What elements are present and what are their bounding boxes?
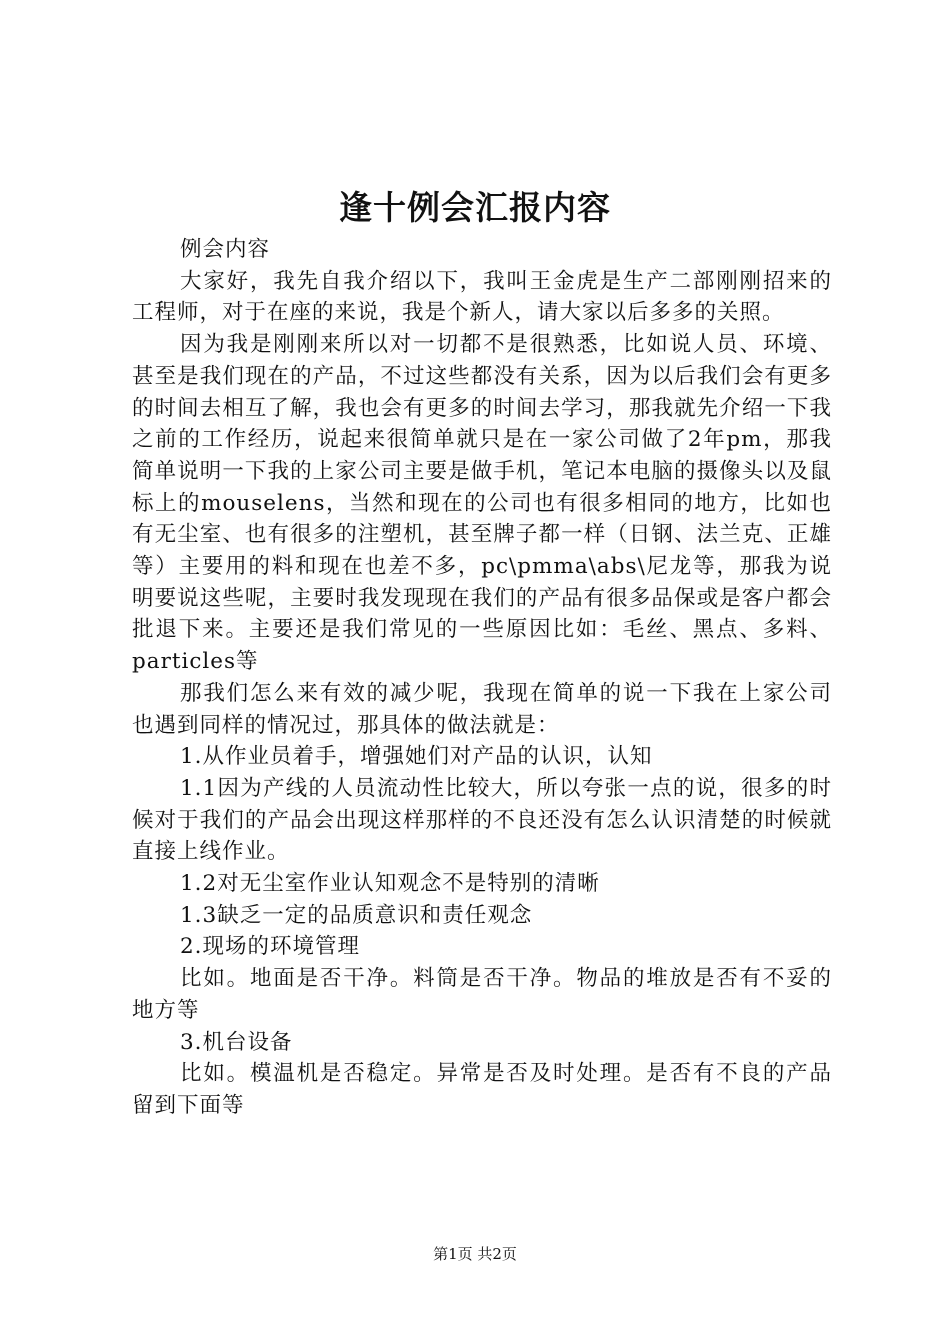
paragraph: 1.1因为产线的人员流动性比较大，所以夸张一点的说，很多的时候对于我们的产品会出现这样那样的不良还没有怎么认识清楚的时候就直接上线作业。 <box>132 775 832 865</box>
paragraph: 例会内容 <box>180 237 271 262</box>
paragraph: 1.2对无尘室作业认知观念不是特别的清晰 <box>180 871 600 897</box>
paragraph: 那我们怎么来有效的减少呢，我现在简单的说一下我在上家公司也遇到同样的情况过，那具体的做法就是： <box>132 680 832 738</box>
paragraph: 3.机台设备 <box>180 1029 293 1055</box>
document-body <box>132 234 832 1122</box>
paragraph: 比如。地面是否干净。料筒是否干净。物品的堆放是否有不妥的地方等 <box>132 966 832 1023</box>
paragraph: 1.3缺乏一定的品质意识和责任观念 <box>180 902 533 928</box>
paragraph: 因为我是刚刚来所以对一切都不是很熟悉，比如说人员、环境、甚至是我们现在的产品，不过这些都没有关系，因为以后我们会有更多的时间去相互了解，我也会有更多的时间去学习，那我就先介绍一下我之前的工作经历，说起来很简单就只是在一家公司做了2年pm，那我简单说明一下我的上家公司主要是做手机，笔记本电脑的摄像头以及鼠标上的mouselens，当然和现在的公司也有很多相同的地方，比如也有无尘室、也有很多的注塑机，甚至牌子都一样（日钢、法兰克、正雄等）主要用的料和现在也差不多，pc\pmma\abs\尼龙等，那我为说明要说这些呢，主要时我发现现在我们的产品有很多品保或是客户都会批退下来。主要还是我们常见的一些原因比如：毛丝、黑点、多料、particles等 <box>132 332 832 675</box>
paragraph: 比如。模温机是否稳定。异常是否及时处理。是否有不良的产品留到下面等 <box>132 1061 832 1118</box>
page-footer: 第1页 共2页 <box>433 1245 517 1263</box>
paragraph: 2.现场的环境管理 <box>180 934 361 960</box>
document-title: 逢十例会汇报内容 <box>339 188 611 227</box>
paragraph: 1.从作业员着手，增强她们对产品的认识，认知 <box>180 744 653 770</box>
paragraph: 大家好，我先自我介绍以下，我叫王金虎是生产二部刚刚招来的工程师，对于在座的来说，我是个新人，请大家以后多多的关照。 <box>132 268 832 326</box>
